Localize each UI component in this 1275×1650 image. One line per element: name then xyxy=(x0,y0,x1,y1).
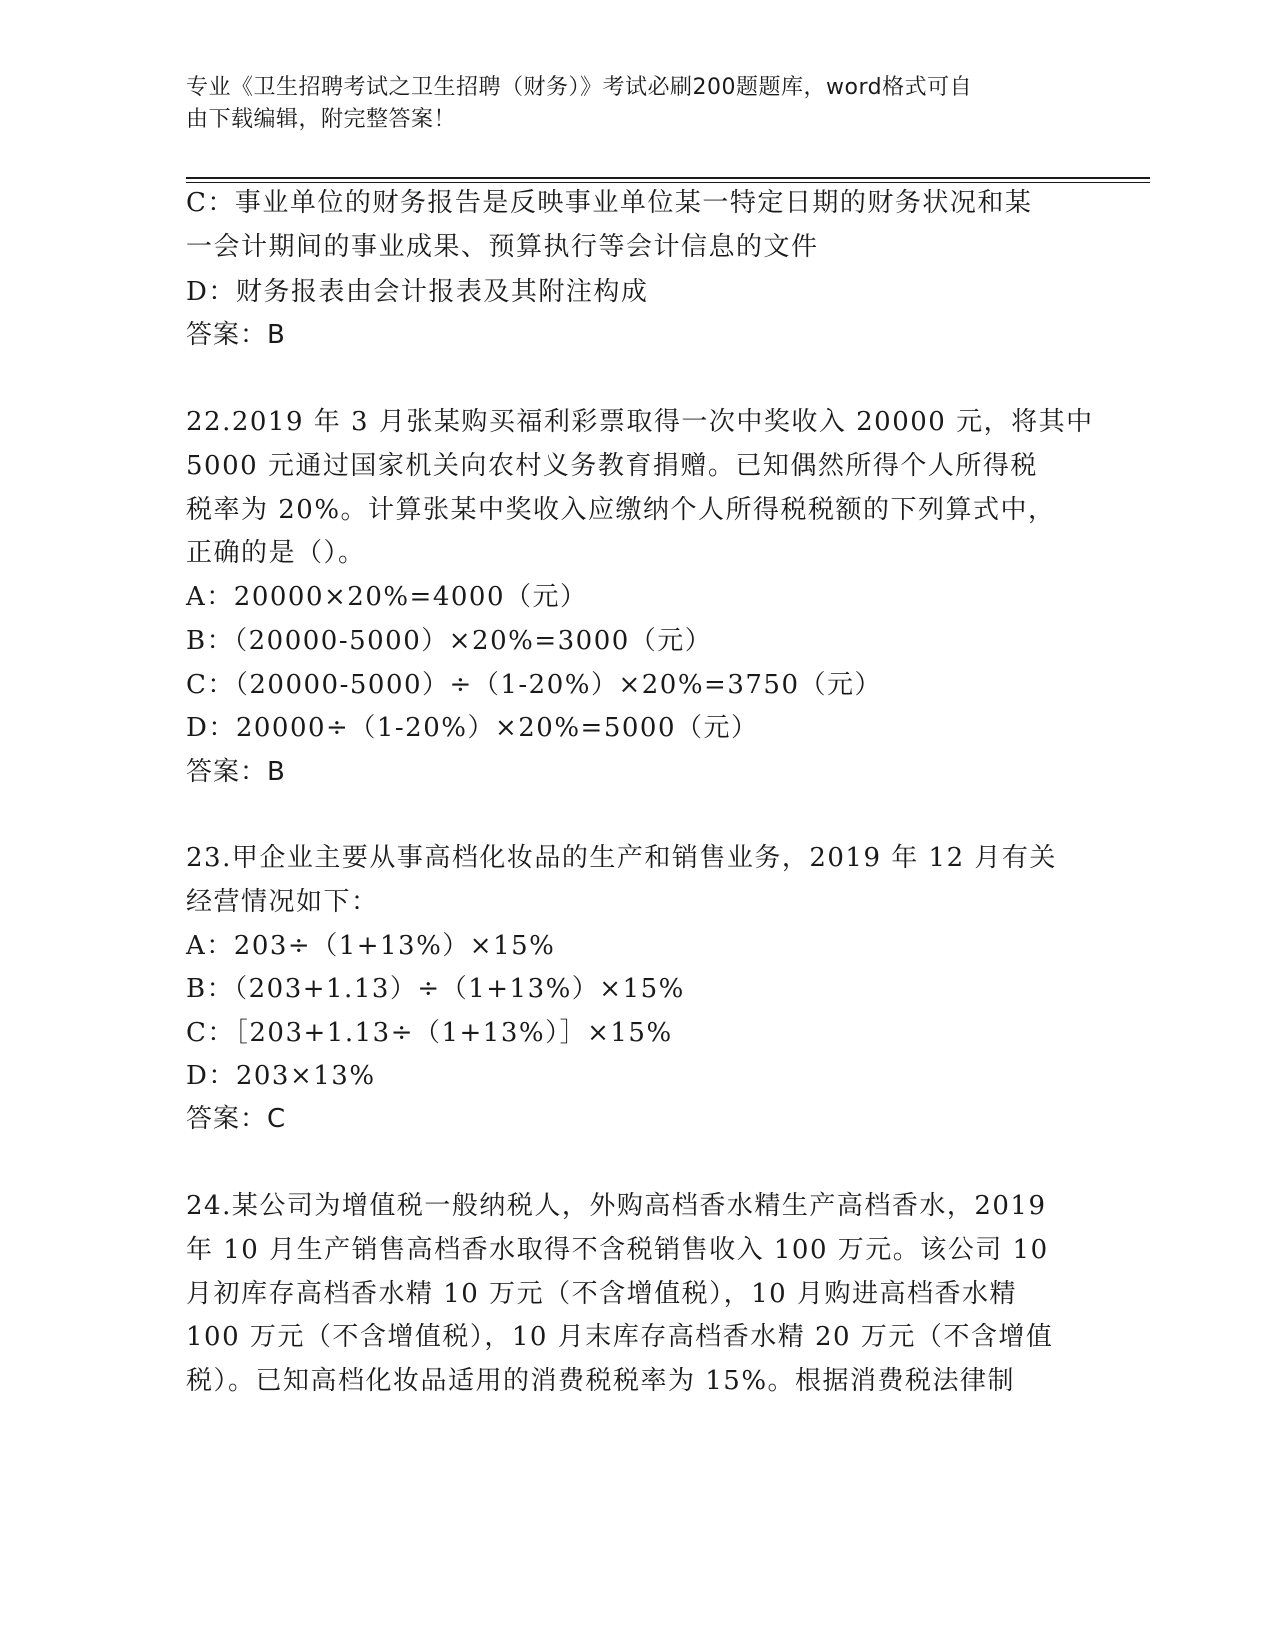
header-rule-thick xyxy=(186,177,1150,179)
header-line-2: 由下载编辑，附完整答案！ xyxy=(186,107,457,132)
q22-option-c: C：（20000-5000）÷（1-20%）×20%=3750（元） xyxy=(186,670,882,700)
q23-option-c: C：［203+1.13÷（1+13%）］×15% xyxy=(186,1018,673,1048)
q23-option-b: B：（203+1.13）÷（1+13%）×15% xyxy=(186,974,685,1004)
q22-stem-line-1: 22.2019 年 3 月张某购买福利彩票取得一次中奖收入 20000 元，将其中 xyxy=(186,407,1094,437)
q21-option-c-line-1: C：事业单位的财务报告是反映事业单位某一特定日期的财务状况和某 xyxy=(186,188,1033,218)
q23-answer: 答案：C xyxy=(186,1104,287,1134)
q23-option-a: A：203÷（1+13%）×15% xyxy=(186,931,556,961)
header-line-1: 专业《卫生招聘考试之卫生招聘（财务）》考试必刷200题题库，word格式可自 xyxy=(186,75,973,100)
q24-stem-line-4: 100 万元（不含增值税），10 月末库存高档香水精 20 万元（不含增值 xyxy=(186,1322,1054,1352)
header-rule-thin xyxy=(186,182,1150,183)
q23-option-d: D：203×13% xyxy=(186,1061,376,1091)
q24-stem-line-1: 24.某公司为增值税一般纳税人，外购高档香水精生产高档香水，2019 xyxy=(186,1191,1047,1221)
q23-stem-line-2: 经营情况如下： xyxy=(186,887,379,917)
q22-option-b: B：（20000-5000）×20%=3000（元） xyxy=(186,626,713,656)
q24-stem-line-2: 年 10 月生产销售高档香水取得不含税销售收入 100 万元。该公司 10 xyxy=(186,1235,1049,1265)
q22-stem-line-4: 正确的是（）。 xyxy=(186,538,366,568)
q23-stem-line-1: 23.甲企业主要从事高档化妆品的生产和销售业务，2019 年 12 月有关 xyxy=(186,843,1057,873)
page-header xyxy=(186,72,1066,136)
q22-option-a: A：20000×20%=4000（元） xyxy=(186,582,588,612)
q21-option-c-line-2: 一会计期间的事业成果、预算执行等会计信息的文件 xyxy=(186,232,819,262)
q22-stem-line-2: 5000 元通过国家机关向农村义务教育捐赠。已知偶然所得个人所得税 xyxy=(186,451,1038,481)
q22-stem-line-3: 税率为 20%。计算张某中奖收入应缴纳个人所得税税额的下列算式中， xyxy=(186,495,1056,525)
q22-option-d: D：20000÷（1-20%）×20%=5000（元） xyxy=(186,713,759,743)
q21-option-d: D：财务报表由会计报表及其附注构成 xyxy=(186,277,649,307)
q24-stem-line-3: 月初库存高档香水精 10 万元（不含增值税），10 月购进高档香水精 xyxy=(186,1279,1017,1309)
q22-answer: 答案：B xyxy=(186,757,286,787)
q21-answer: 答案：B xyxy=(186,320,286,350)
q24-stem-line-5: 税）。已知高档化妆品适用的消费税税率为 15%。根据消费税法律制 xyxy=(186,1366,1016,1396)
